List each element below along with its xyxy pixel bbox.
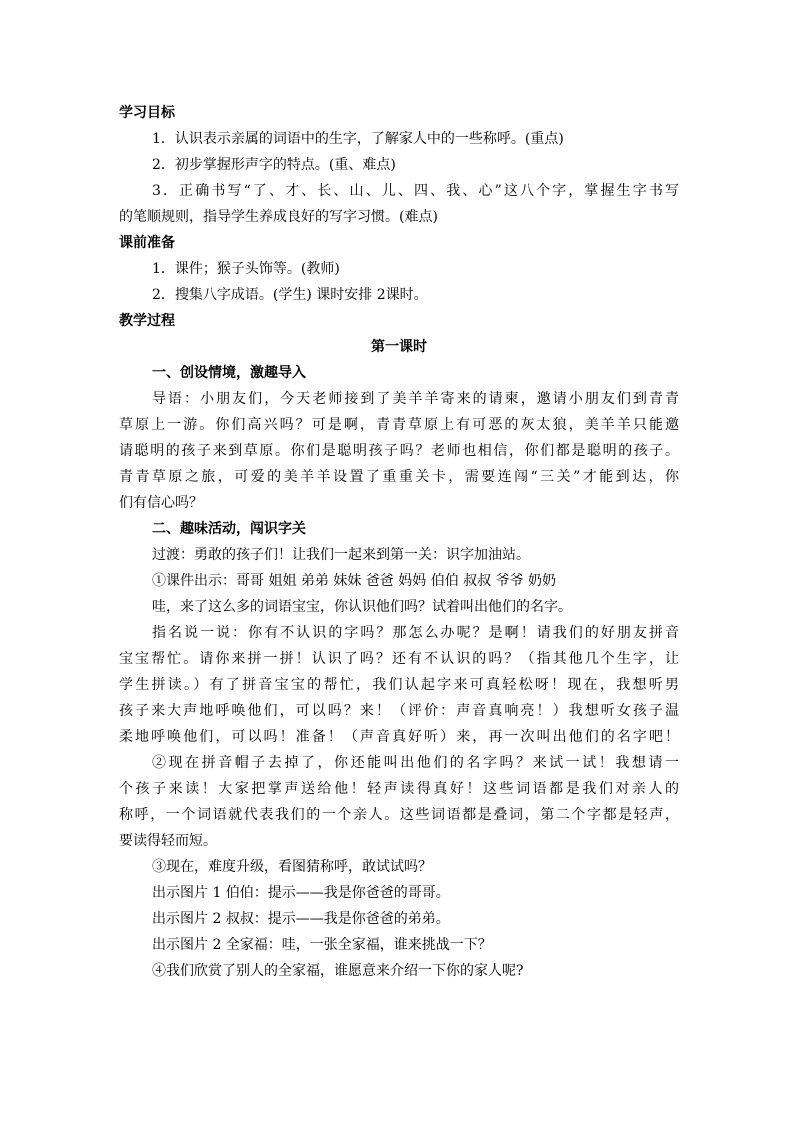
intro-line-4: 青青草原之旅，可爱的美羊羊设置了重重关卡，需要连闯“三关”才能到达，你 bbox=[119, 469, 679, 485]
heading-learning-goals: 学习目标 bbox=[119, 105, 175, 121]
courseware-prompt: 哇，来了这么多的词语宝宝，你认识他们吗？试着叫出他们的名字。 bbox=[152, 599, 572, 615]
paragraph-1-line-5: 柔地呼唤他们，可以吗！准备！（声音真好听）来，再一次叫出他们的名字吧！ bbox=[119, 729, 679, 745]
prep-1: 1．课件；猴子头饰等。(教师) bbox=[152, 261, 340, 277]
picture-3: 出示图片 2 全家福：哇，一张全家福，谁来挑战一下？ bbox=[152, 937, 492, 953]
intro-line-3: 请聪明的孩子来到草原。你们是聪明孩子吗？老师也相信，你们都是聪明的孩子。 bbox=[119, 443, 679, 459]
paragraph-1-line-1: 指名说一说：你有不认识的字吗？那怎么办呢？是啊！请我们的好朋友拼音 bbox=[152, 625, 679, 641]
document-page bbox=[119, 100, 679, 984]
paragraph-3: ③现在，难度升级，看图猜称呼，敢试试吗？ bbox=[152, 859, 432, 875]
goal-1: 1．认识表示亲属的词语中的生字，了解家人中的一些称呼。(重点) bbox=[152, 131, 564, 147]
courseware-words: ①课件出示：哥哥 姐姐 弟弟 妹妹 爸爸 妈妈 伯伯 叔叔 爷爷 奶奶 bbox=[152, 573, 557, 589]
goal-3-line-1: 3．正确书写“了、才、长、山、儿、四、我、心”这八个字，掌握生字书写 bbox=[152, 183, 679, 199]
paragraph-2-line-4: 要读得轻而短。 bbox=[119, 833, 217, 849]
goal-3-line-2: 的笔顺规则，指导学生养成良好的写字习惯。(难点) bbox=[119, 209, 438, 225]
section-2-title: 二、趣味活动，闯识字关 bbox=[152, 521, 306, 537]
paragraph-1-line-4: 孩子来大声地呼唤他们，可以吗？来！（评价：声音真响亮！）我想听女孩子温 bbox=[119, 703, 679, 719]
section-1-title: 一、创设情境，激趣导入 bbox=[152, 365, 306, 381]
picture-2: 出示图片 2 叔叔：提示——我是你爸爸的弟弟。 bbox=[152, 911, 450, 927]
paragraph-1-line-3: 学生拼读。）有了拼音宝宝的帮忙，我们认起字来可真轻松呀！现在，我想听男 bbox=[119, 677, 679, 693]
heading-preparation: 课前准备 bbox=[119, 235, 175, 251]
intro-line-5: 们有信心吗？ bbox=[119, 495, 203, 511]
goal-2: 2．初步掌握形声字的特点。(重、难点) bbox=[152, 157, 396, 173]
lesson-title: 第一课时 bbox=[371, 339, 427, 355]
paragraph-2-line-3: 称呼，一个词语就代表我们的一个亲人。这些词语都是叠词，第二个字都是轻声， bbox=[119, 807, 679, 823]
intro-line-2: 草原上一游。你们高兴吗？可是啊，青青草原上有可恶的灰太狼，美羊羊只能邀 bbox=[119, 417, 679, 433]
paragraph-2-line-1: ②现在拼音帽子去掉了，你还能叫出他们的名字吗？来试一试！我想请一 bbox=[152, 755, 679, 771]
prep-2: 2．搜集八字成语。(学生) 课时安排 2课时。 bbox=[152, 287, 428, 303]
intro-line-1: 导语：小朋友们，今天老师接到了美羊羊寄来的请柬，邀请小朋友们到青青 bbox=[152, 391, 679, 407]
paragraph-4: ④我们欣赏了别人的全家福，谁愿意来介绍一下你的家人呢? bbox=[152, 963, 524, 979]
paragraph-1-line-2: 宝宝帮忙。请你来拼一拼！认识了吗？还有不认识的吗？（指其他几个生字，让 bbox=[119, 651, 679, 667]
paragraph-2-line-2: 个孩子来读！大家把掌声送给他！轻声读得真好！这些词语都是我们对亲人的 bbox=[119, 781, 679, 797]
picture-1: 出示图片 1 伯伯：提示——我是你爸爸的哥哥。 bbox=[152, 885, 450, 901]
transition-text: 过渡：勇敢的孩子们！让我们一起来到第一关：识字加油站。 bbox=[152, 547, 530, 563]
heading-teaching-process: 教学过程 bbox=[119, 313, 175, 329]
